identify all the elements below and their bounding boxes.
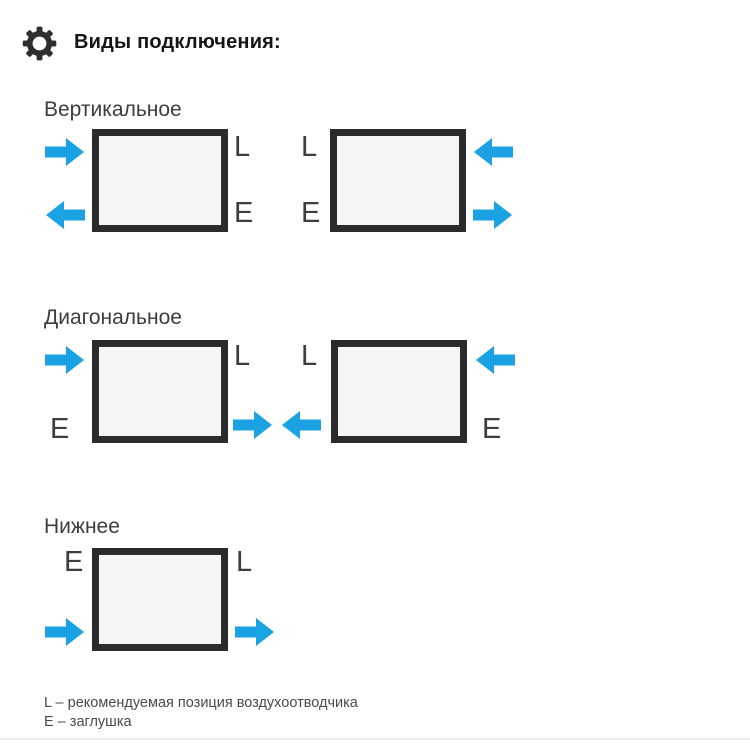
legend-air-vent: L – рекомендуемая позиция воздухоотводчика [44,695,358,711]
air-vent-label: L [301,340,318,372]
flow-in-arrow [475,345,515,375]
page-title: Виды подключения: [74,31,281,53]
air-vent-label: L [234,131,251,163]
air-vent-label: L [236,546,253,578]
flow-out-arrow [233,410,273,440]
radiator [92,129,228,232]
radiator [92,548,228,651]
section-heading-vertical: Вертикальное [44,98,182,121]
plug-label: E [301,197,321,229]
radiator [331,340,467,443]
plug-label: E [234,197,254,229]
flow-in-arrow [45,617,85,647]
plug-label: E [64,546,84,578]
flow-in-arrow [45,345,85,375]
flow-in-arrow [473,137,513,167]
plug-label: E [482,413,502,445]
legend-plug: E – заглушка [44,714,132,730]
section-heading-bottom: Нижнее [44,515,120,538]
radiator [330,129,466,232]
bottom-divider [0,738,750,740]
flow-in-arrow [45,137,85,167]
air-vent-label: L [301,131,318,163]
gear-icon [21,25,58,62]
plug-label: E [50,413,70,445]
air-vent-label: L [234,340,251,372]
flow-out-arrow [473,200,513,230]
flow-out-arrow [281,410,321,440]
flow-out-arrow [45,200,85,230]
flow-out-arrow [235,617,275,647]
radiator [92,340,228,443]
section-heading-diagonal: Диагональное [44,306,182,329]
